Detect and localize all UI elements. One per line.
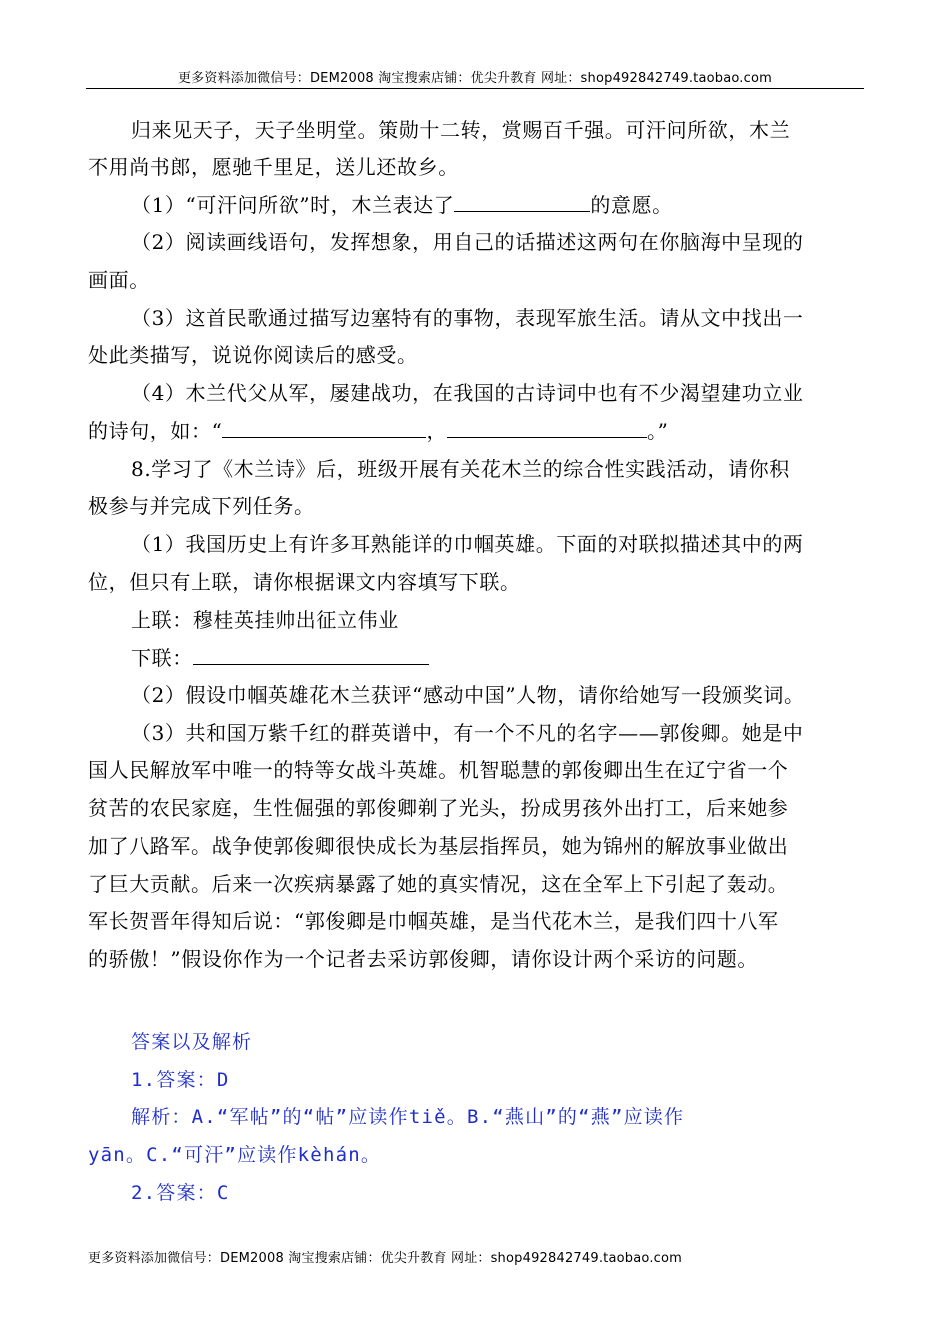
- question-7-4-cont: [88, 419, 668, 443]
- answers-heading: 答案以及解析: [131, 1031, 253, 1053]
- question-text: （1）“可汗问所欲”时，木兰表达了: [131, 193, 455, 217]
- question-8-3-line: 的骄傲！”假设你作为一个记者去采访郭俊卿，请你设计两个采访的问题。: [88, 947, 759, 971]
- question-8-3-line: 贫苦的农民家庭，生性倔强的郭俊卿剃了光头，扮成男孩外出打工，后来她参: [88, 796, 789, 820]
- poem-line: 不用尚书郎，愿驰千里足，送儿还故乡。: [88, 155, 459, 179]
- question-7-3-cont: 处此类描写，说说你阅读后的感受。: [88, 343, 418, 367]
- question-8-intro: 8.学习了《木兰诗》后，班级开展有关花木兰的综合性实践活动，请你积: [131, 457, 790, 481]
- answer-2: 2.答案：C: [131, 1182, 230, 1204]
- question-7-1: [131, 193, 673, 217]
- answer-blank[interactable]: [222, 419, 426, 438]
- upper-couplet: 上联：穆桂英挂帅出征立伟业: [131, 608, 399, 632]
- question-8-3-line: （3）共和国万紫千红的群英谱中，有一个不凡的名字——郭俊卿。她是中: [131, 721, 804, 745]
- question-text: ，: [426, 419, 448, 443]
- analysis-line: 解析：A.“军帖”的“帖”应读作tiě。B.“燕山”的“燕”应读作: [131, 1106, 685, 1128]
- page-footer: 更多资料添加微信号：DEM2008 淘宝搜索店铺：优尖升教育 网址：shop492842749.taobao.com: [88, 1251, 683, 1266]
- answer-blank[interactable]: [454, 193, 590, 212]
- question-text: 的诗句，如：“: [88, 419, 223, 443]
- page-header: 更多资料添加微信号：DEM2008 淘宝搜索店铺：优尖升教育 网址：shop492842749.taobao.com: [177, 71, 773, 86]
- answer-blank[interactable]: [193, 646, 429, 665]
- question-8-2: （2）假设巾帼英雄花木兰获评“感动中国”人物，请你给她写一段颁奖词。: [131, 683, 805, 707]
- question-8-1: （1）我国历史上有许多耳熟能详的巾帼英雄。下面的对联拟描述其中的两: [131, 532, 804, 556]
- answer-blank[interactable]: [447, 419, 647, 438]
- question-text: 的意愿。: [590, 193, 673, 217]
- question-8-3-line: 加了八路军。战争使郭俊卿很快成长为基层指挥员，她为锦州的解放事业做出: [88, 834, 789, 858]
- question-text: 。”: [647, 419, 669, 443]
- question-8-1-cont: 位，但只有上联，请你根据课文内容填写下联。: [88, 570, 521, 594]
- lower-couplet: [131, 646, 429, 670]
- question-8-3-line: 了巨大贡献。后来一次疾病暴露了她的真实情况，这在全军上下引起了轰动。: [88, 872, 789, 896]
- answer-1: 1.答案：D: [131, 1069, 230, 1091]
- header-divider: [86, 88, 864, 89]
- question-8-3-line: 军长贺晋年得知后说：“郭俊卿是巾帼英雄，是当代花木兰，是我们四十八军: [88, 909, 779, 933]
- question-text: 下联：: [131, 646, 193, 670]
- question-7-2-cont: 画面。: [88, 268, 150, 292]
- poem-line: 归来见天子，天子坐明堂。策勋十二转，赏赐百千强。可汗问所欲，木兰: [131, 118, 791, 142]
- question-7-2: （2）阅读画线语句，发挥想象，用自己的话描述这两句在你脑海中呈现的: [131, 230, 804, 254]
- question-8-intro-cont: 极参与并完成下列任务。: [88, 494, 315, 518]
- question-7-3: （3）这首民歌通过描写边塞特有的事物，表现军旅生活。请从文中找出一: [131, 306, 804, 330]
- question-7-4: （4）木兰代父从军，屡建战功，在我国的古诗词中也有不少渴望建功立业: [131, 381, 804, 405]
- analysis-line: yān。C.“可汗”应读作kèhán。: [88, 1144, 382, 1166]
- question-8-3-line: 国人民解放军中唯一的特等女战斗英雄。机智聪慧的郭俊卿出生在辽宁省一个: [88, 758, 789, 782]
